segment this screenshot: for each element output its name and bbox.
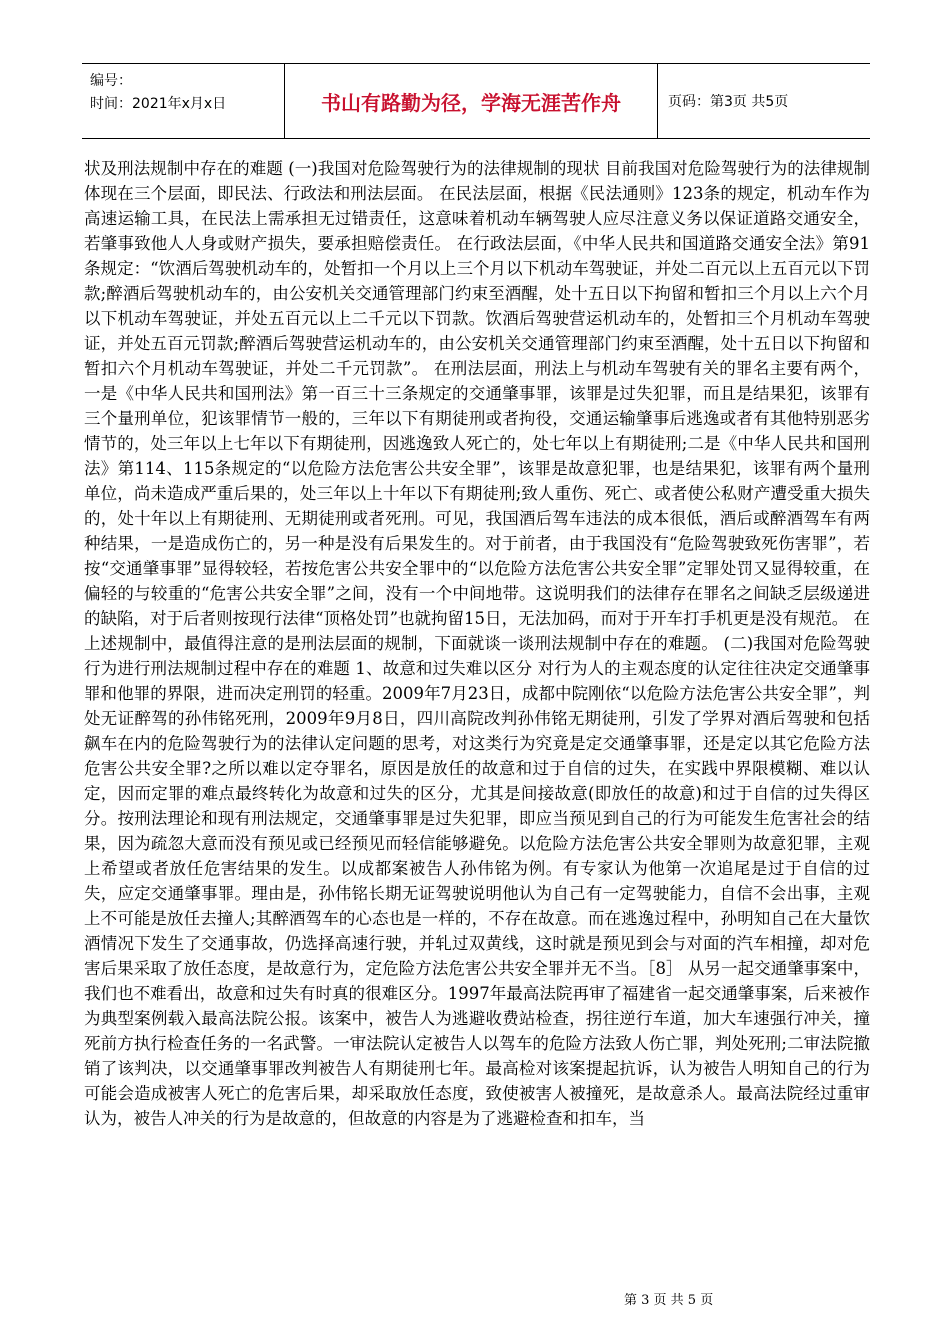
header-meta [82, 64, 284, 138]
page-header [82, 63, 870, 139]
body-text: 状及刑法规制中存在的难题 (一)我国对危险驾驶行为的法律规制的现状 目前我国对危险驾驶行为的法律规制体现在三个层面，即民法、行政法和刑法层面。 在民法层面，根据《民法通则》123条的规定，机动车作为高速运输工具，在民法上需承担无过错责任，这意味着机动车辆驾驶人应尽注意义务以保证道路交通安全，若肇事致他人人身或财产损失，要承担赔偿责任。 在行政法层面，《中华人民共和国道路交通安全法》第91条规定：“饮酒后驾驶机动车的，处暂扣一个月以上三个月以下机动车驾驶证，并处二百元以上五百元以下罚款;醉酒后驾驶机动车的，由公安机关交通管理部门约束至酒醒，处十五日以下拘留和暂扣三个月以上六个月以下机动车驾驶证，并处五百元以上二千元以下罚款。饮酒后驾驶营运机动车的，处暂扣三个月机动车驾驶证，并处五百元罚款;醉酒后驾驶营运机动车的，由公安机关交通管理部门约束至酒醒，处十五日以下拘留和暂扣六个月机动车驾驶证，并处二千元罚款”。 在刑法层面，刑法上与机动车驾驶有关的罪名主要有两个，一是《中华人民共和国刑法》第一百三十三条规定的交通肇事罪，该罪是过失犯罪，而且是结果犯，该罪有三个量刑单位，犯该罪情节一般的，三年以下有期徒刑或者拘役，交通运输肇事后逃逸或者有其他特别恶劣情节的，处三年以上七年以下有期徒刑，因逃逸致人死亡的，处七年以上有期徒刑;二是《中华人民共和国刑法》第114、115条规定的“以危险方法危害公共安全罪”，该罪是故意犯罪，也是结果犯，该罪有两个量刑单位，尚未造成严重后果的，处三年以上十年以下有期徒刑;致人重伤、死亡、或者使公私财产遭受重大损失的，处十年以上有期徒刑、无期徒刑或者死刑。可见，我国酒后驾车违法的成本很低，酒后或醉酒驾车有两种结果，一是造成伤亡的，另一种是没有后果发生的。对于前者，由于我国没有“危险驾驶致死伤害罪”，若按“交通肇事罪”显得较轻，若按危害公共安全罪中的“以危险方法危害公共安全罪”定罪处罚又显得较重，在偏轻的与较重的“危害公共安全罪”之间，没有一个中间地带。这说明我们的法律存在罪名之间缺乏层级递进的缺陷，对于后者则按现行法律“顶格处罚”也就拘留15日，无法加码，而对于开车打手机更是没有规范。 在上述规制中，最值得注意的是刑法层面的规制，下面就谈一谈刑法规制中存在的难题。 (二)我国对危险驾驶行为进行刑法规制过程中存在的难题 1、故意和过失难以区分 对行为人的主观态度的认定往往决定交通肇事罪和他罪的界限，进而决定刑罚的轻重。2009年7月23日，成都中院刚依“以危险方法危害公共安全罪”，判处无证醉驾的孙伟铭死刑，2009年9月8日，四川高院改判孙伟铭无期徒刑，引发了学界对酒后驾驶和包括飙车在内的危险驾驶行为的法律认定问题的思考，对这类行为究竟是定交通肇事罪，还是定以其它危险方法危害公共安全罪?之所以难以定夺罪名，原因是放任的故意和过于自信的过失，在实践中界限模糊、难以认定，因而定罪的难点最终转化为故意和过失的区分，尤其是间接故意(即放任的故意)和过于自信的过失得区分。按刑法理论和现有刑法规定，交通肇事罪是过失犯罪，即应当预见到自己的行为可能发生危害社会的结果，因为疏忽大意而没有预见或已经预见而轻信能够避免。以危险方法危害公共安全罪则为故意犯罪，主观上希望或者放任危害结果的发生。以成都案被告人孙伟铭为例。有专家认为他第一次追尾是过于自信的过失，应定交通肇事罪。理由是，孙伟铭长期无证驾驶说明他认为自己有一定驾驶能力，自信不会出事，主观上不可能是放任去撞人;其醉酒驾车的心态也是一样的，不存在故意。而在逃逸过程中，孙明知自己在大量饮酒情况下发生了交通事故，仍选择高速行驶，并轧过双黄线，这时就是预见到会与对面的汽车相撞，却对危害后果采取了放任态度，是故意行为，定危险方法危害公共安全罪并无不当。［8］ 从另一起交通肇事案中，我们也不难看出，故意和过失有时真的很难区分。1997年最高法院再审了福建省一起交通肇事案，后来被作为典型案例载入最高法院公报。该案中，被告人为逃避收费站检查，拐往逆行车道，加大车速强行冲关，撞死前方执行检查任务的一名武警。一审法院认定被告人以驾车的危险方法致人伤亡罪，判处死刑;二审法院撤销了该判决，以交通肇事罪改判被告人有期徒刑七年。最高检对该案提起抗诉，认为被告人明知自己的行为可能会造成被害人死亡的危害后果，却采取放任态度，致使被害人被撞死，是故意杀人。最高法院经过重审认为，被告人冲关的行为是故意的，但故意的内容是为了逃避检查和扣车，当 [84, 159, 870, 1128]
page-footer: 第 3 页 共 5 页 [624, 1293, 714, 1308]
document-time-label: 时间：2021年x月x日 [90, 96, 227, 112]
document-number-label: 编号： [90, 73, 132, 89]
header-motto: 书山有路勤为径，学海无涯苦作舟 [284, 64, 658, 138]
header-page-info: 页码：第3页 共5页 [668, 94, 789, 110]
